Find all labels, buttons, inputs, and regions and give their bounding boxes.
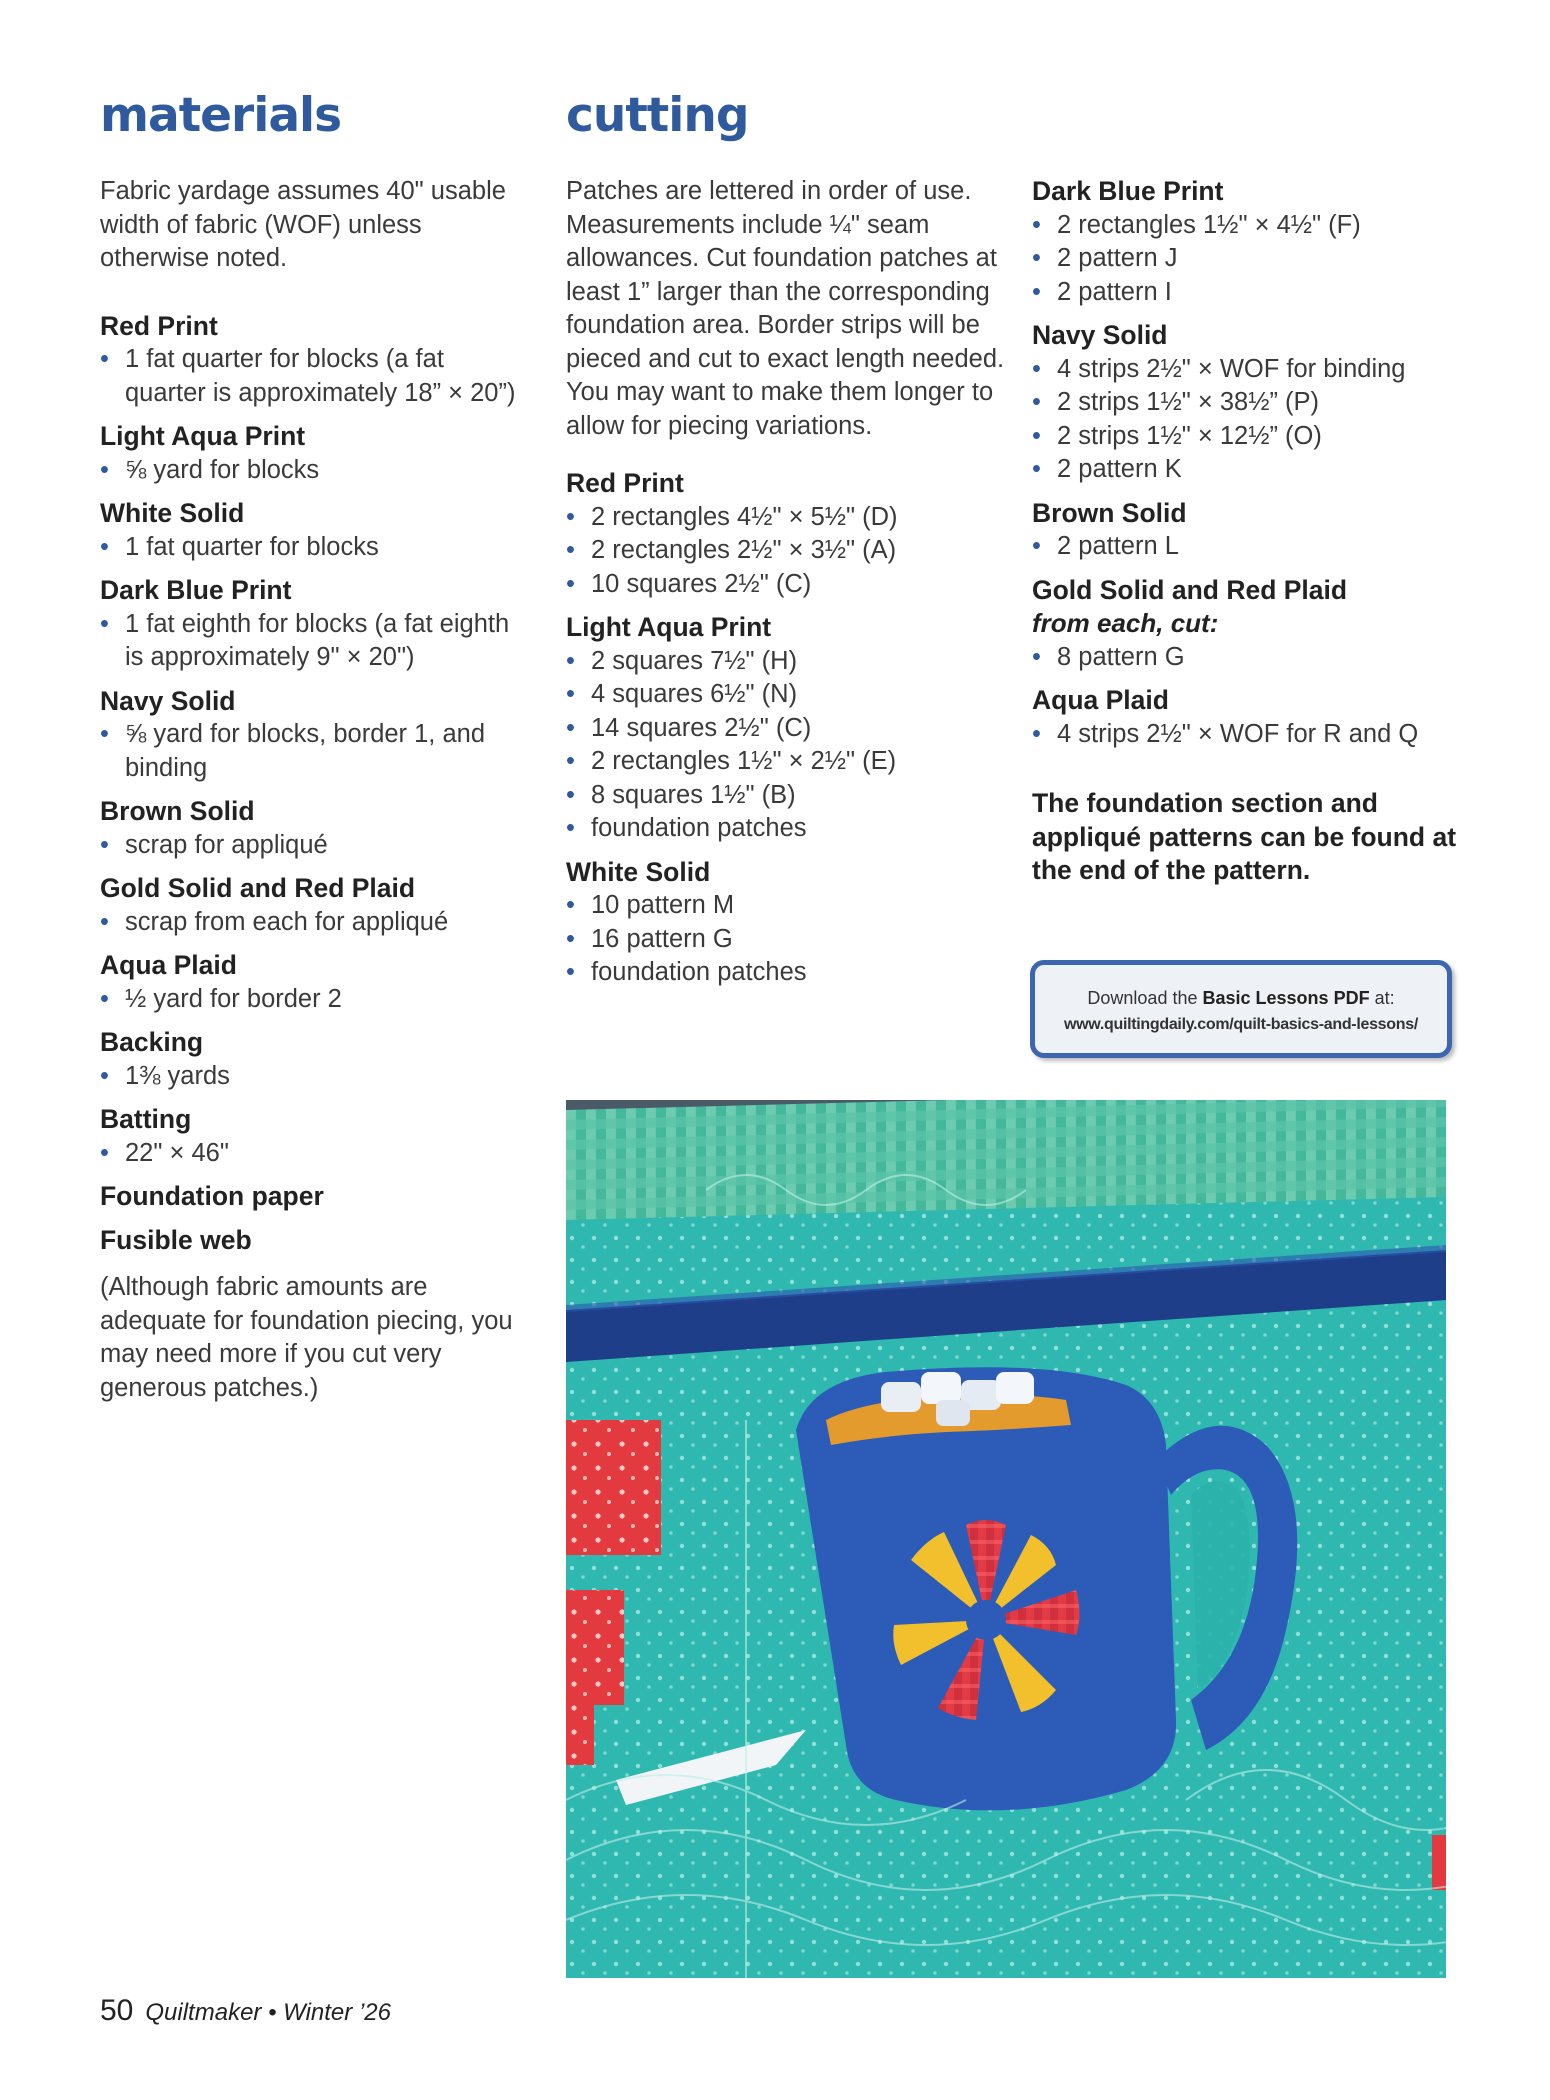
section-title: Gold Solid and Red Plaid [100,873,416,903]
item-list [1032,353,1462,487]
item-list [1032,530,1462,564]
supply-section [100,574,530,675]
supply-section [100,1103,530,1170]
section-title: Aqua Plaid [1032,685,1169,715]
section-title: Red Print [100,310,218,341]
item-list [100,454,530,488]
list-item: • 22" × 46" [100,1137,530,1171]
page-footer [100,1994,391,2028]
supply-section [1032,497,1462,564]
item-list [1032,209,1462,310]
supply-section [566,467,1006,601]
item-list [1032,718,1462,752]
section-title: Brown Solid [100,796,255,826]
supply-section [100,1180,530,1214]
list-item: • foundation patches [566,956,1006,990]
list-item: • 2 strips 1½" × 12½” (O) [1032,420,1462,454]
section-title: Dark Blue Print [1032,176,1224,206]
foundation-note: The foundation section and appliqué patterns can be found at the end of the pattern. [1032,788,1457,885]
supply-section [100,420,530,487]
download-url-link[interactable]: www.quiltingdaily.com/quilt-basics-and-lessons/ [1064,1016,1418,1033]
cutting-list-left [566,467,1006,990]
section-title: Batting [100,1104,192,1134]
list-item: • 10 pattern M [566,889,1006,923]
quilt-photo-illustration [566,1100,1446,1978]
list-item: • 2 strips 1½" × 38½” (P) [1032,386,1462,420]
cutting-intro: Patches are lettered in order of use. Measurements include ¼" seam allowances. Cut foundation patches at least 1” larger than the corresponding foundation area. Border strips will be pieced and cut to exact length needed. You may want to make them longer to allow for piecing variations. [566,177,1005,440]
materials-heading: materials [100,88,342,143]
list-item: • 2 rectangles 4½" × 5½" (D) [566,501,1006,535]
list-item: • 2 pattern I [1032,276,1462,310]
cutting-list-right [1032,175,1462,751]
list-item: • 14 squares 2½" (C) [566,712,1006,746]
list-item: • 1 fat quarter for blocks (a fat quarter is approximately 18” × 20”) [100,343,530,410]
list-item: • ½ yard for border 2 [100,983,530,1017]
section-title: Light Aqua Print [566,612,772,642]
item-list [100,1137,530,1171]
supply-section [100,1026,530,1093]
item-list [100,829,530,863]
supply-section [100,310,530,411]
section-title: Aqua Plaid [100,950,237,980]
list-item: • 2 rectangles 1½" × 2½" (E) [566,745,1006,779]
section-title: Foundation paper [100,1181,324,1211]
page-number: 50 [100,1994,134,2027]
materials-intro: Fabric yardage assumes 40" usable width of fabric (WOF) unless otherwise noted. [100,177,506,272]
download-callout [1030,960,1452,1058]
materials-list [100,310,530,1258]
list-item: • 10 squares 2½" (C) [566,568,1006,602]
item-list [100,343,530,410]
item-list [566,501,1006,602]
materials-closing-note: (Although fabric amounts are adequate for foundation piecing, you may need more if you cut very generous patches.) [100,1273,513,1402]
section-title: Brown Solid [1032,497,1187,528]
basic-lessons-label: Basic Lessons PDF [1202,988,1370,1008]
item-list [100,718,530,785]
list-item: • 2 pattern J [1032,242,1462,276]
list-item: • 2 pattern L [1032,530,1462,564]
section-title: Gold Solid and Red Plaid [1032,574,1348,605]
list-item: • 1 fat quarter for blocks [100,531,530,565]
supply-section [100,949,530,1016]
section-title: Navy Solid [100,685,236,716]
section-title: White Solid [566,856,711,887]
item-list [566,889,1006,990]
list-item: • foundation patches [566,812,1006,846]
list-item: • 2 rectangles 2½" × 3½" (A) [566,534,1006,568]
item-list [100,983,530,1017]
supply-section [100,795,530,862]
list-item: • 8 squares 1½" (B) [566,779,1006,813]
supply-section [100,497,530,564]
download-text: Download the Basic Lessons PDF at: [1087,988,1395,1008]
list-item: • ⅝ yard for blocks [100,454,530,488]
list-item: • 1⅜ yards [100,1060,530,1094]
supply-section [1032,319,1462,487]
item-list [100,531,530,565]
section-title: Dark Blue Print [100,575,292,605]
supply-section [566,856,1006,990]
list-item: • 8 pattern G [1032,641,1462,675]
supply-section [1032,574,1462,675]
section-title: Backing [100,1027,204,1057]
quilt-photo [566,1100,1446,1978]
supply-section [1032,175,1462,309]
list-item: • 16 pattern G [566,923,1006,957]
section-title: Red Print [566,468,684,498]
magazine-issue: Quiltmaker • Winter ’26 [145,1999,391,2026]
supply-section [100,1224,530,1258]
section-title: Navy Solid [1032,320,1168,350]
supply-section [100,685,530,786]
supply-section [100,872,530,939]
list-item: • 4 squares 6½" (N) [566,678,1006,712]
section-subtitle: from each, cut: [1032,608,1219,638]
list-item: • 2 pattern K [1032,453,1462,487]
list-item: • 2 squares 7½" (H) [566,645,1006,679]
cutting-heading: cutting [566,88,749,143]
item-list [100,608,530,675]
list-item: • scrap for appliqué [100,829,530,863]
section-title: White Solid [100,498,245,528]
list-item: • 1 fat eighth for blocks (a fat eighth is approximately 9" × 20") [100,608,530,675]
supply-section [1032,684,1462,751]
list-item: • scrap from each for appliqué [100,906,530,940]
supply-section [566,611,1006,846]
list-item: • 4 strips 2½" × WOF for R and Q [1032,718,1462,752]
section-title: Fusible web [100,1224,252,1255]
item-list [566,645,1006,846]
list-item: • ⅝ yard for blocks, border 1, and binding [100,718,530,785]
section-title: Light Aqua Print [100,421,306,451]
item-list [100,1060,530,1094]
list-item: • 4 strips 2½" × WOF for binding [1032,353,1462,387]
item-list [1032,641,1462,675]
list-item: • 2 rectangles 1½" × 4½" (F) [1032,209,1462,243]
item-list [100,906,530,940]
